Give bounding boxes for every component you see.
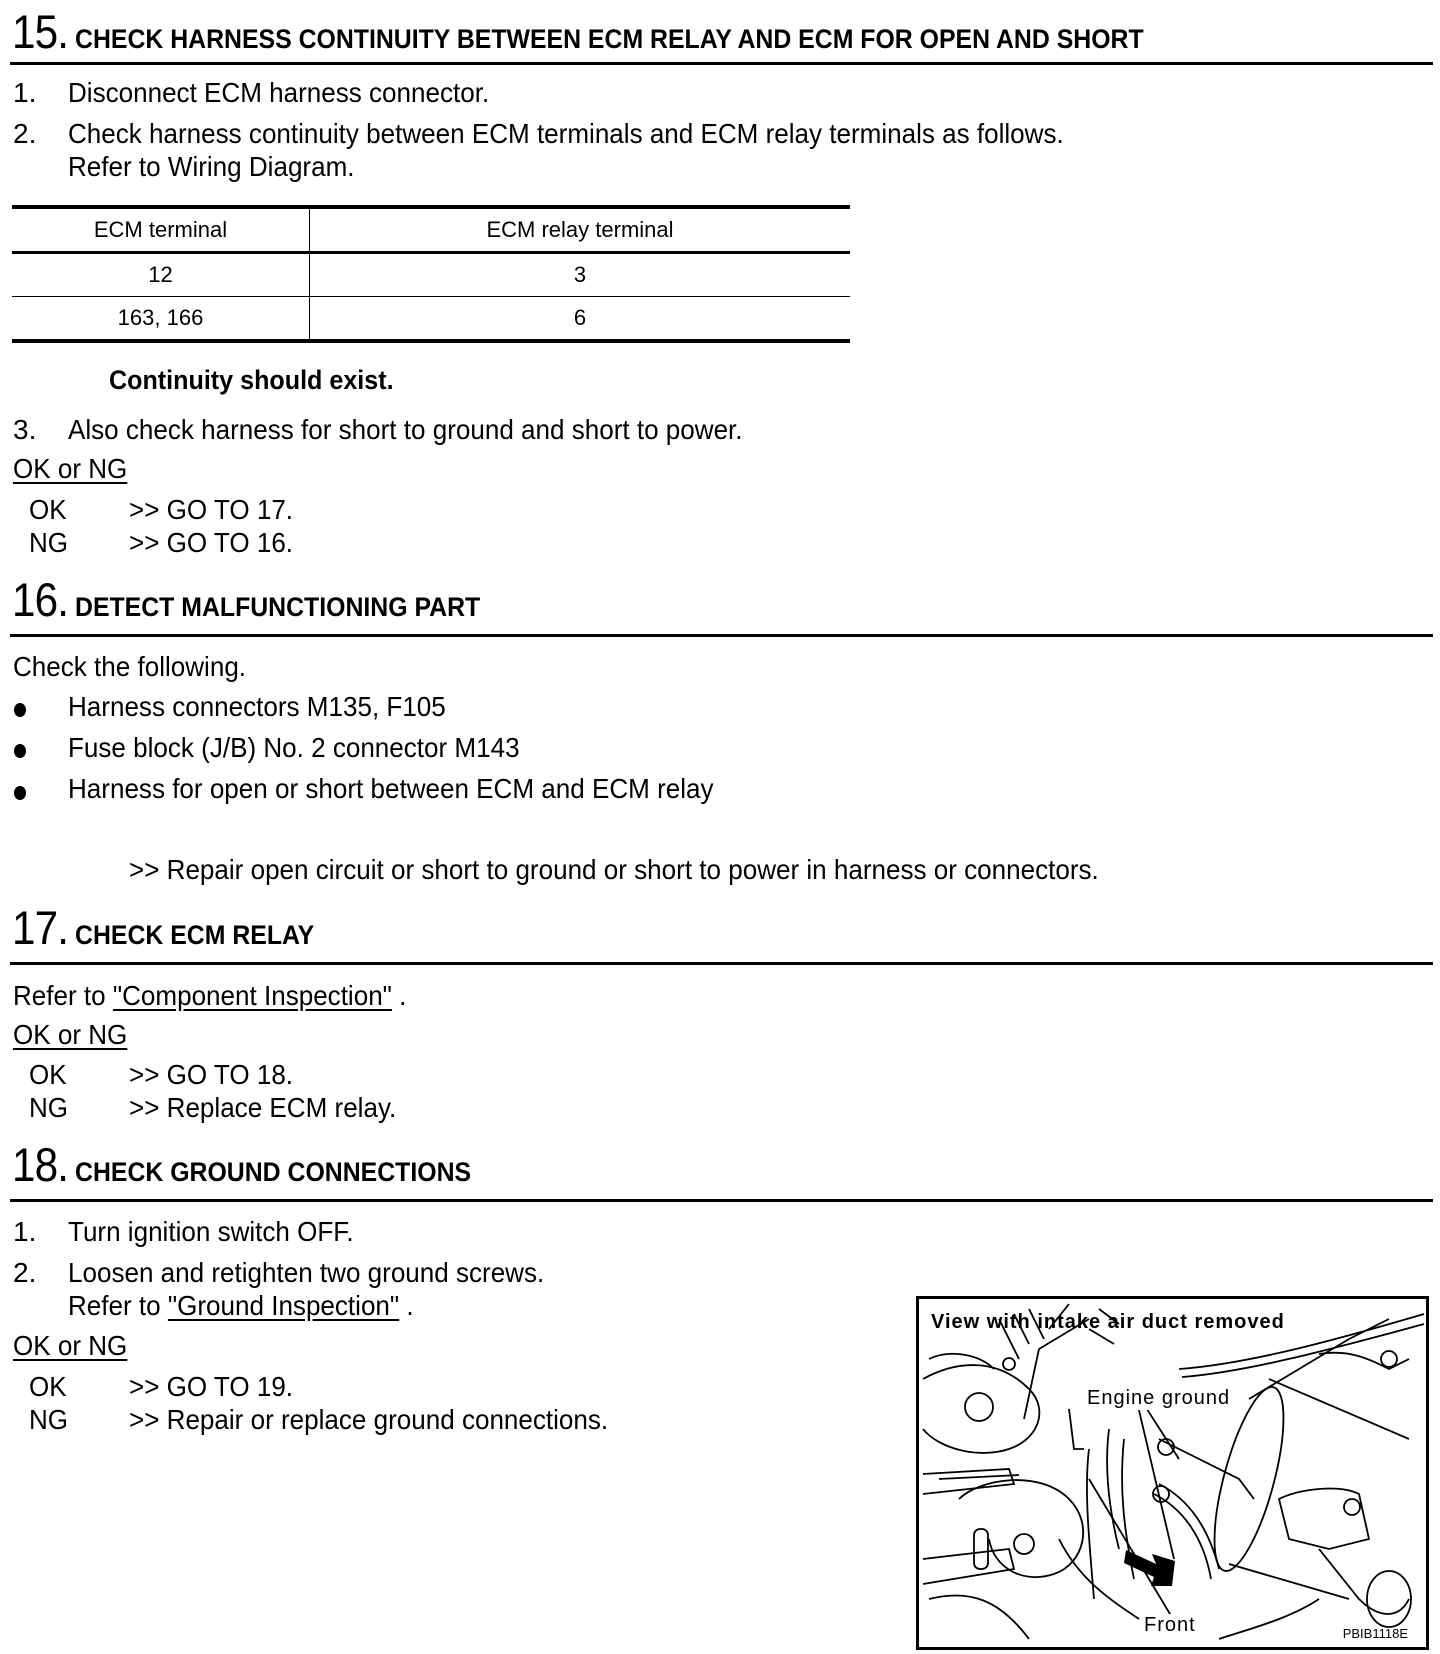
terminal-continuity-table xyxy=(12,205,850,343)
ok-or-ng-label: OK or NG xyxy=(13,1019,128,1050)
list-number: 3. xyxy=(13,414,37,445)
section-divider xyxy=(10,1199,1433,1202)
list-item-text: Disconnect ECM harness connector. xyxy=(68,77,490,108)
ok-or-ng-label: OK or NG xyxy=(13,1330,128,1361)
step-number: 16. xyxy=(12,573,69,626)
list-item-text-continued: Refer to Wiring Diagram. xyxy=(68,151,355,182)
continuity-note: Continuity should exist. xyxy=(109,365,394,395)
result-action-ok: >> GO TO 17. xyxy=(129,494,294,525)
step-number: 17. xyxy=(12,901,69,954)
result-action-ng: >> GO TO 16. xyxy=(129,527,294,558)
refer-prefix: Refer to xyxy=(13,980,106,1011)
section-divider xyxy=(10,62,1433,65)
result-action-ng: >> Repair or replace ground connections. xyxy=(129,1404,609,1435)
ok-or-ng-label: OK or NG xyxy=(13,453,128,484)
step-number: 15. xyxy=(12,5,69,58)
result-action-ng: >> Replace ECM relay. xyxy=(129,1092,397,1123)
component-inspection-link[interactable]: "Component Inspection" xyxy=(112,980,392,1011)
bullet-icon xyxy=(14,744,26,758)
bullet-item: Fuse block (J/B) No. 2 connector M143 xyxy=(68,732,520,763)
refer-prefix: Refer to xyxy=(68,1290,161,1321)
column-header-ecm-relay-terminal: ECM relay terminal xyxy=(310,207,851,253)
figure-code: PBIB1118E xyxy=(1342,1626,1408,1641)
section-divider xyxy=(10,634,1433,637)
bullet-item: Harness for open or short between ECM and ECM relay xyxy=(68,773,714,804)
step-18-heading xyxy=(12,1137,505,1192)
refer-line xyxy=(68,1290,414,1322)
result-label-ok: OK xyxy=(29,1059,67,1090)
result-action-ok: >> GO TO 19. xyxy=(129,1371,294,1402)
table-cell: 3 xyxy=(310,253,851,297)
table-row xyxy=(12,297,850,342)
result-label-ok: OK xyxy=(29,1371,67,1402)
step-16-heading xyxy=(12,572,515,627)
bullet-icon xyxy=(14,786,26,800)
step-number: 18. xyxy=(12,1138,69,1191)
table-header-row xyxy=(12,207,850,253)
column-header-ecm-terminal: ECM terminal xyxy=(12,207,310,253)
list-item-text: Also check harness for short to ground and short to power. xyxy=(68,414,743,445)
repair-action: >> Repair open circuit or short to ground or short to power in harness or connectors. xyxy=(129,854,1099,885)
table-row xyxy=(12,253,850,297)
list-item-text: Loosen and retighten two ground screws. xyxy=(68,1257,545,1288)
result-label-ok: OK xyxy=(29,494,67,525)
section-divider xyxy=(10,962,1433,965)
figure-title: View with intake air duct removed xyxy=(931,1311,1285,1333)
step-17-heading xyxy=(12,900,335,955)
bullet-icon xyxy=(14,703,26,717)
list-number: 1. xyxy=(13,77,37,108)
refer-suffix: . xyxy=(406,1290,414,1321)
engine-line-drawing-icon xyxy=(919,1299,1429,1650)
step-title: DETECT MALFUNCTIONING PART xyxy=(74,592,481,622)
table-cell: 6 xyxy=(310,297,851,342)
bullet-item: Harness connectors M135, F105 xyxy=(68,691,446,722)
step-title: CHECK ECM RELAY xyxy=(74,920,315,950)
intro-text: Check the following. xyxy=(13,651,247,682)
list-number: 2. xyxy=(13,1257,37,1288)
list-item-text: Turn ignition switch OFF. xyxy=(68,1216,354,1247)
front-label: Front xyxy=(1141,1614,1199,1637)
step-15-heading xyxy=(12,4,1236,59)
refer-line xyxy=(13,980,406,1012)
engine-ground-illustration xyxy=(916,1296,1429,1650)
list-number: 2. xyxy=(13,118,37,149)
result-label-ng: NG xyxy=(29,1404,69,1435)
result-label-ng: NG xyxy=(29,1092,69,1123)
result-action-ok: >> GO TO 18. xyxy=(129,1059,294,1090)
table-cell: 163, 166 xyxy=(12,297,310,342)
step-title: CHECK GROUND CONNECTIONS xyxy=(74,1157,471,1187)
ground-inspection-link[interactable]: "Ground Inspection" xyxy=(167,1290,400,1321)
list-item-text: Check harness continuity between ECM terminals and ECM relay terminals as follows. xyxy=(68,118,1064,149)
list-number: 1. xyxy=(13,1216,37,1247)
engine-ground-label: Engine ground xyxy=(1084,1387,1233,1410)
refer-suffix: . xyxy=(399,980,407,1011)
result-label-ng: NG xyxy=(29,527,69,558)
step-title: CHECK HARNESS CONTINUITY BETWEEN ECM RELAY AND ECM FOR OPEN AND SHORT xyxy=(74,24,1144,54)
table-cell: 12 xyxy=(12,253,310,297)
